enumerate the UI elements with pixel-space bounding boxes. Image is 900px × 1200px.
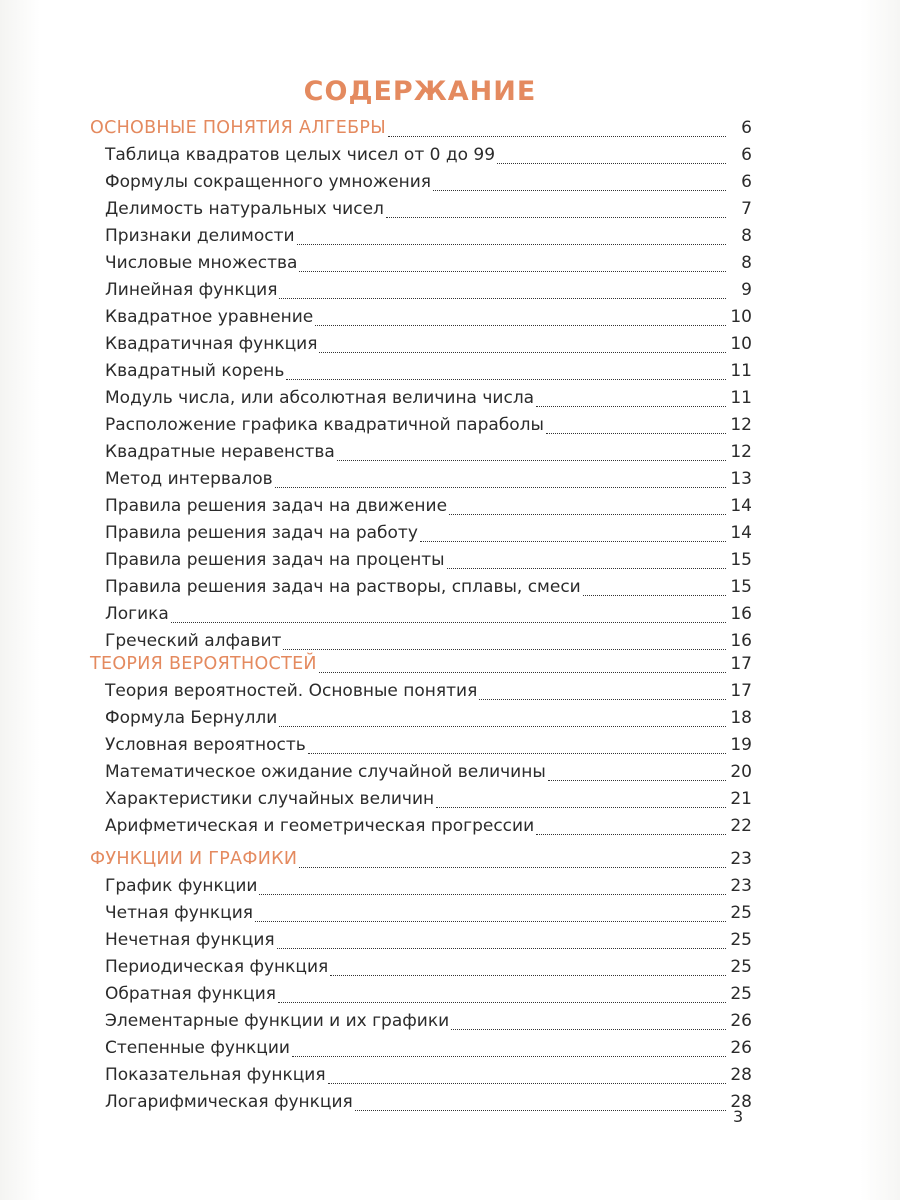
toc-entry-label: Арифметическая и геометрическая прогрессии	[105, 813, 536, 840]
toc-entry-label: Квадратный корень	[105, 358, 286, 385]
dot-leader	[436, 807, 726, 808]
toc-entry[interactable]	[105, 1089, 752, 1116]
toc-entry-page: 26	[730, 1011, 752, 1031]
toc-entry-label: Метод интервалов	[105, 466, 275, 493]
toc-entry[interactable]	[105, 250, 752, 277]
toc-entry-page: 19	[730, 735, 752, 755]
dot-leader	[337, 460, 726, 461]
dot-leader	[299, 867, 726, 868]
toc-entry-page: 20	[730, 762, 752, 782]
dot-leader	[479, 699, 726, 700]
dot-leader	[355, 1110, 726, 1111]
toc-entry-label: Квадратичная функция	[105, 331, 319, 358]
toc-entry-label: Математическое ожидание случайной величины	[105, 759, 548, 786]
toc-entry[interactable]	[105, 981, 752, 1008]
dot-leader	[283, 649, 726, 650]
toc-entry-label: Расположение графика квадратичной параболы	[105, 412, 546, 439]
toc-entry[interactable]	[105, 412, 752, 439]
toc-entry-page: 28	[730, 1092, 752, 1112]
toc-entry-page: 15	[730, 550, 752, 570]
toc-entry-page: 8	[741, 226, 752, 246]
toc-entry[interactable]	[105, 574, 752, 601]
dot-leader	[319, 672, 726, 673]
toc-entry-label: Показательная функция	[105, 1062, 328, 1089]
toc-entry-page: 9	[741, 280, 752, 300]
toc-entry-page: 10	[730, 307, 752, 327]
toc-heading-page: 17	[730, 654, 752, 674]
toc-entry-label: Таблица квадратов целых чисел от 0 до 99	[105, 142, 497, 169]
toc-entry-label: Степенные функции	[105, 1035, 292, 1062]
toc-entry-label: Правила решения задач на движение	[105, 493, 449, 520]
toc-entry-page: 15	[730, 577, 752, 597]
toc-entry[interactable]	[105, 466, 752, 493]
toc-entry-page: 25	[730, 930, 752, 950]
dot-leader	[275, 487, 726, 488]
toc-heading-label: ОСНОВНЫЕ ПОНЯТИЯ АЛГЕБРЫ	[90, 115, 388, 142]
toc-entry[interactable]	[105, 732, 752, 759]
toc-heading[interactable]	[90, 846, 752, 873]
toc-heading-label: ФУНКЦИИ И ГРАФИКИ	[90, 846, 299, 873]
toc-entry-label: Правила решения задач на растворы, сплавы, смеси	[105, 574, 583, 601]
toc-entry[interactable]	[105, 705, 752, 732]
toc-entry-label: Правила решения задач на проценты	[105, 547, 447, 574]
toc-items	[0, 678, 900, 840]
dot-leader	[536, 406, 726, 407]
dot-leader	[171, 622, 726, 623]
toc-entry[interactable]	[105, 1008, 752, 1035]
toc-entry-label: Логика	[105, 601, 171, 628]
toc-entry-page: 17	[730, 681, 752, 701]
toc-entry-label: Условная вероятность	[105, 732, 308, 759]
toc-entry-label: Числовые множества	[105, 250, 299, 277]
dot-leader	[292, 1056, 726, 1057]
toc-entry[interactable]	[105, 759, 752, 786]
toc-entry[interactable]	[105, 520, 752, 547]
toc-entry[interactable]	[105, 873, 752, 900]
toc-entry-label: Теория вероятностей. Основные понятия	[105, 678, 479, 705]
toc-entry[interactable]	[105, 927, 752, 954]
toc-heading-page: 23	[730, 849, 752, 869]
toc-entry-page: 12	[730, 415, 752, 435]
toc-entry-label: Признаки делимости	[105, 223, 297, 250]
toc-heading[interactable]	[90, 651, 752, 678]
toc-entry[interactable]	[105, 1035, 752, 1062]
page-number: 3	[733, 1107, 744, 1126]
dot-leader	[279, 298, 726, 299]
toc-entry[interactable]	[105, 1062, 752, 1089]
dot-leader	[548, 780, 726, 781]
dot-leader	[546, 433, 726, 434]
toc-section-functions	[0, 846, 900, 1116]
toc-entry-label: Греческий алфавит	[105, 628, 283, 655]
dot-leader	[299, 271, 726, 272]
toc-entry-page: 28	[730, 1065, 752, 1085]
toc-entry[interactable]	[105, 385, 752, 412]
toc-entry-label: Характеристики случайных величин	[105, 786, 436, 813]
dot-leader	[433, 190, 726, 191]
toc-heading-page: 6	[741, 118, 752, 138]
toc-entry-page: 25	[730, 903, 752, 923]
toc-entry-page: 12	[730, 442, 752, 462]
toc-entry-page: 22	[730, 816, 752, 836]
dot-leader	[420, 541, 726, 542]
toc-items	[0, 873, 900, 1116]
toc-entry-page: 25	[730, 984, 752, 1004]
toc-entry[interactable]	[105, 223, 752, 250]
dot-leader	[386, 217, 726, 218]
dot-leader	[451, 1029, 726, 1030]
toc-entry-page: 6	[741, 172, 752, 192]
toc-entry-label: Модуль числа, или абсолютная величина числа	[105, 385, 536, 412]
dot-leader	[277, 948, 726, 949]
toc-items	[0, 142, 900, 655]
toc-entry[interactable]	[105, 196, 752, 223]
toc-entry[interactable]	[105, 601, 752, 628]
toc-entry-label: Формула Бернулли	[105, 705, 279, 732]
toc-entry-label: Формулы сокращенного умножения	[105, 169, 433, 196]
toc-entry-page: 21	[730, 789, 752, 809]
dot-leader	[286, 379, 726, 380]
dot-leader	[388, 136, 726, 137]
toc-entry-label: Линейная функция	[105, 277, 279, 304]
toc-entry-page: 16	[730, 604, 752, 624]
toc-entry-page: 7	[741, 199, 752, 219]
dot-leader	[449, 514, 726, 515]
toc-entry-page: 23	[730, 876, 752, 896]
toc-entry-page: 25	[730, 957, 752, 977]
toc-entry[interactable]	[105, 358, 752, 385]
toc-entry[interactable]	[105, 678, 752, 705]
toc-heading-label: ТЕОРИЯ ВЕРОЯТНОСТЕЙ	[90, 651, 319, 678]
toc-entry-page: 10	[730, 334, 752, 354]
dot-leader	[319, 352, 726, 353]
toc-entry-page: 11	[730, 361, 752, 381]
toc-entry-label: Элементарные функции и их графики	[105, 1008, 451, 1035]
toc-entry-page: 6	[741, 145, 752, 165]
dot-leader	[278, 1002, 726, 1003]
toc-entry[interactable]	[105, 547, 752, 574]
toc-entry-page: 8	[741, 253, 752, 273]
toc-section-algebra	[0, 115, 900, 655]
dot-leader	[255, 921, 726, 922]
dot-leader	[279, 726, 726, 727]
toc-entry[interactable]	[105, 493, 752, 520]
toc-entry-label: Делимость натуральных чисел	[105, 196, 386, 223]
toc-entry-label: График функции	[105, 873, 259, 900]
toc-entry[interactable]	[105, 277, 752, 304]
toc-entry-page: 11	[730, 388, 752, 408]
dot-leader	[330, 975, 726, 976]
toc-entry[interactable]	[105, 331, 752, 358]
toc-entry[interactable]	[105, 786, 752, 813]
dot-leader	[308, 753, 726, 754]
toc-entry[interactable]	[105, 900, 752, 927]
toc-entry-page: 16	[730, 631, 752, 651]
toc-entry[interactable]	[105, 304, 752, 331]
toc-entry[interactable]	[105, 954, 752, 981]
toc-entry[interactable]	[105, 439, 752, 466]
toc-section-probability	[0, 651, 900, 840]
dot-leader	[497, 163, 726, 164]
dot-leader	[315, 325, 726, 326]
page-title: СОДЕРЖАНИЕ	[303, 76, 537, 107]
toc-entry-label: Логарифмическая функция	[105, 1089, 355, 1116]
toc-entry-label: Нечетная функция	[105, 927, 277, 954]
toc-entry-label: Четная функция	[105, 900, 255, 927]
dot-leader	[447, 568, 726, 569]
dot-leader	[259, 894, 726, 895]
toc-entry-page: 18	[730, 708, 752, 728]
toc-entry[interactable]	[105, 169, 752, 196]
toc-entry-label: Периодическая функция	[105, 954, 330, 981]
toc-entry[interactable]	[105, 142, 752, 169]
toc-entry-page: 13	[730, 469, 752, 489]
toc-entry-page: 14	[730, 523, 752, 543]
toc-entry-page: 14	[730, 496, 752, 516]
dot-leader	[583, 595, 726, 596]
toc-entry[interactable]	[105, 813, 752, 840]
dot-leader	[297, 244, 726, 245]
toc-entry-label: Правила решения задач на работу	[105, 520, 420, 547]
toc-entry-label: Обратная функция	[105, 981, 278, 1008]
toc-heading[interactable]	[90, 115, 752, 142]
toc-entry-page: 26	[730, 1038, 752, 1058]
dot-leader	[328, 1083, 726, 1084]
dot-leader	[536, 834, 726, 835]
toc-entry-label: Квадратное уравнение	[105, 304, 315, 331]
toc-entry-label: Квадратные неравенства	[105, 439, 337, 466]
